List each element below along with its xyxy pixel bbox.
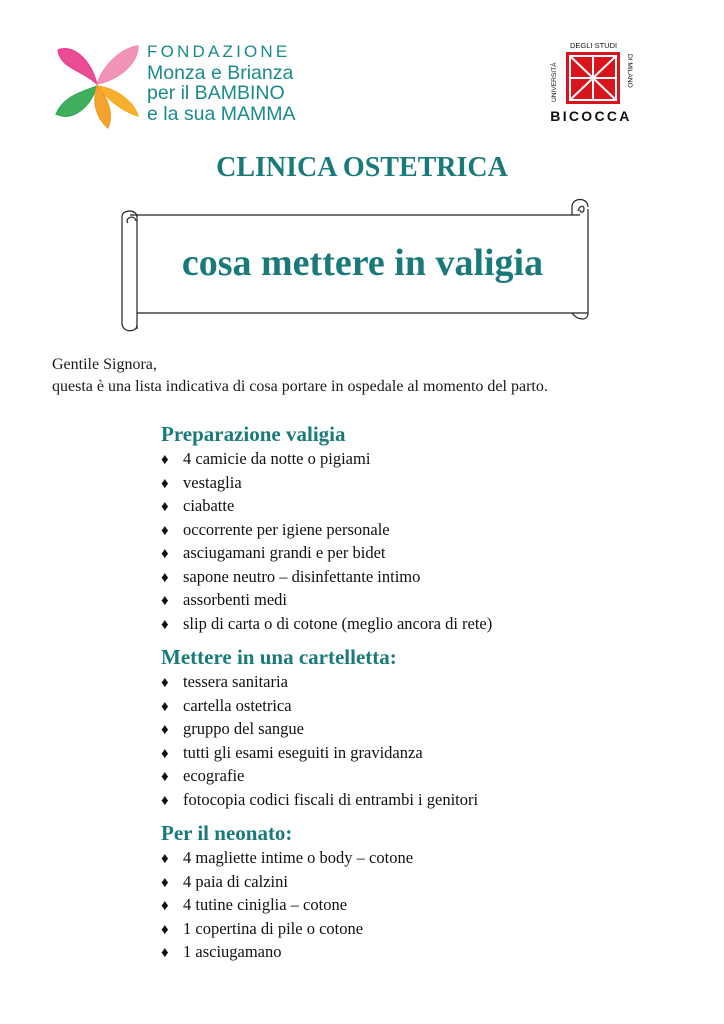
- item-text: tutti gli esami eseguiti in gravidanza: [183, 742, 423, 762]
- svg-text:DI MILANO: DI MILANO: [626, 54, 633, 88]
- diamond-bullet-icon: ♦: [161, 874, 169, 891]
- section-neonato: [161, 820, 413, 965]
- item-list: [161, 448, 492, 636]
- banner-title: cosa mettere in valigia: [181, 242, 544, 284]
- item-text: occorrente per igiene personale: [183, 519, 390, 539]
- list-item: [161, 671, 478, 695]
- diamond-bullet-icon: ♦: [161, 722, 169, 738]
- university-short-name: BICOCCA: [550, 108, 632, 124]
- item-text: cartella ostetrica: [183, 695, 292, 715]
- item-text: tessera sanitaria: [183, 672, 288, 691]
- item-text: ciabatte: [183, 496, 235, 515]
- diamond-bullet-icon: ♦: [161, 698, 169, 715]
- intro-greeting: Gentile Signora,: [52, 356, 157, 373]
- list-item: [161, 718, 478, 742]
- diamond-bullet-icon: ♦: [161, 475, 169, 492]
- list-item: [161, 871, 413, 895]
- list-item: [161, 566, 492, 590]
- item-text: 4 magliette intime o body – cotone: [183, 848, 414, 867]
- section-title: Preparazione valigia: [161, 422, 346, 446]
- diamond-bullet-icon: ♦: [161, 569, 169, 586]
- list-item: [161, 495, 492, 519]
- diamond-bullet-icon: ♦: [161, 452, 169, 468]
- diamond-bullet-icon: ♦: [161, 499, 169, 515]
- list-item: [161, 765, 478, 789]
- item-list: [161, 847, 413, 965]
- university-logo: [548, 40, 634, 124]
- foundation-logo: [52, 40, 342, 135]
- diamond-bullet-icon: ♦: [161, 616, 169, 633]
- item-text: 4 tutine ciniglia – cotone: [183, 895, 348, 914]
- diamond-bullet-icon: ♦: [161, 675, 169, 691]
- item-text: 1 copertina di pile o cotone: [183, 918, 364, 938]
- foundation-line-4: e la sua MAMMA: [147, 102, 296, 125]
- list-item: [161, 472, 492, 496]
- item-text: asciugamani grandi e per bidet: [183, 543, 386, 562]
- section-title: Mettere in una cartelletta:: [161, 645, 397, 669]
- diamond-bullet-icon: ♦: [161, 945, 169, 961]
- list-item: [161, 789, 478, 813]
- foundation-line-2: Monza e Brianza: [147, 61, 294, 84]
- list-item: [161, 894, 413, 918]
- diamond-bullet-icon: ♦: [161, 921, 169, 938]
- item-text: sapone neutro – disinfettante intimo: [183, 566, 421, 586]
- diamond-bullet-icon: ♦: [161, 851, 169, 867]
- list-item: [161, 742, 478, 766]
- item-text: 4 camicie da notte o pigiami: [183, 449, 371, 468]
- diamond-bullet-icon: ♦: [161, 792, 169, 809]
- section-preparazione-valigia: [161, 421, 492, 636]
- intro-text: questa è una lista indicativa di cosa portare in ospedale al momento del parto.: [52, 378, 548, 395]
- item-text: assorbenti medi: [183, 590, 288, 609]
- diamond-bullet-icon: ♦: [161, 546, 169, 562]
- list-item: [161, 589, 492, 613]
- list-item: [161, 613, 492, 637]
- clinic-title: CLINICA OSTETRICA: [216, 152, 508, 183]
- item-text: ecografie: [183, 766, 245, 785]
- item-text: 1 asciugamano: [183, 942, 282, 961]
- flower-logo-icon: [52, 40, 142, 132]
- item-text: slip di carta o di cotone (meglio ancora di rete): [183, 613, 493, 633]
- list-item: [161, 448, 492, 472]
- section-title: Per il neonato:: [161, 821, 293, 845]
- item-list: [161, 671, 478, 812]
- diamond-bullet-icon: ♦: [161, 593, 169, 609]
- foundation-line-1: FONDAZIONE: [147, 42, 291, 61]
- diamond-bullet-icon: ♦: [161, 745, 169, 762]
- list-item: [161, 847, 413, 871]
- list-item: [161, 519, 492, 543]
- list-item: [161, 918, 413, 942]
- diamond-bullet-icon: ♦: [161, 769, 169, 785]
- item-text: vestaglia: [183, 472, 242, 492]
- diamond-bullet-icon: ♦: [161, 522, 169, 539]
- list-item: [161, 941, 413, 965]
- intro-paragraph: [52, 354, 548, 398]
- university-seal-icon: [548, 40, 634, 108]
- list-item: [161, 695, 478, 719]
- svg-text:DEGLI STUDI: DEGLI STUDI: [570, 41, 618, 50]
- foundation-name: [147, 42, 295, 124]
- foundation-line-3: per il BAMBINO: [147, 82, 285, 104]
- list-item: [161, 542, 492, 566]
- diamond-bullet-icon: ♦: [161, 898, 169, 914]
- item-text: gruppo del sangue: [183, 719, 304, 738]
- item-text: 4 paia di calzini: [183, 871, 288, 891]
- item-text: fotocopia codici fiscali di entrambi i genitori: [183, 789, 479, 809]
- svg-text:UNIVERSITÀ: UNIVERSITÀ: [551, 62, 558, 102]
- section-cartelletta: [161, 644, 478, 812]
